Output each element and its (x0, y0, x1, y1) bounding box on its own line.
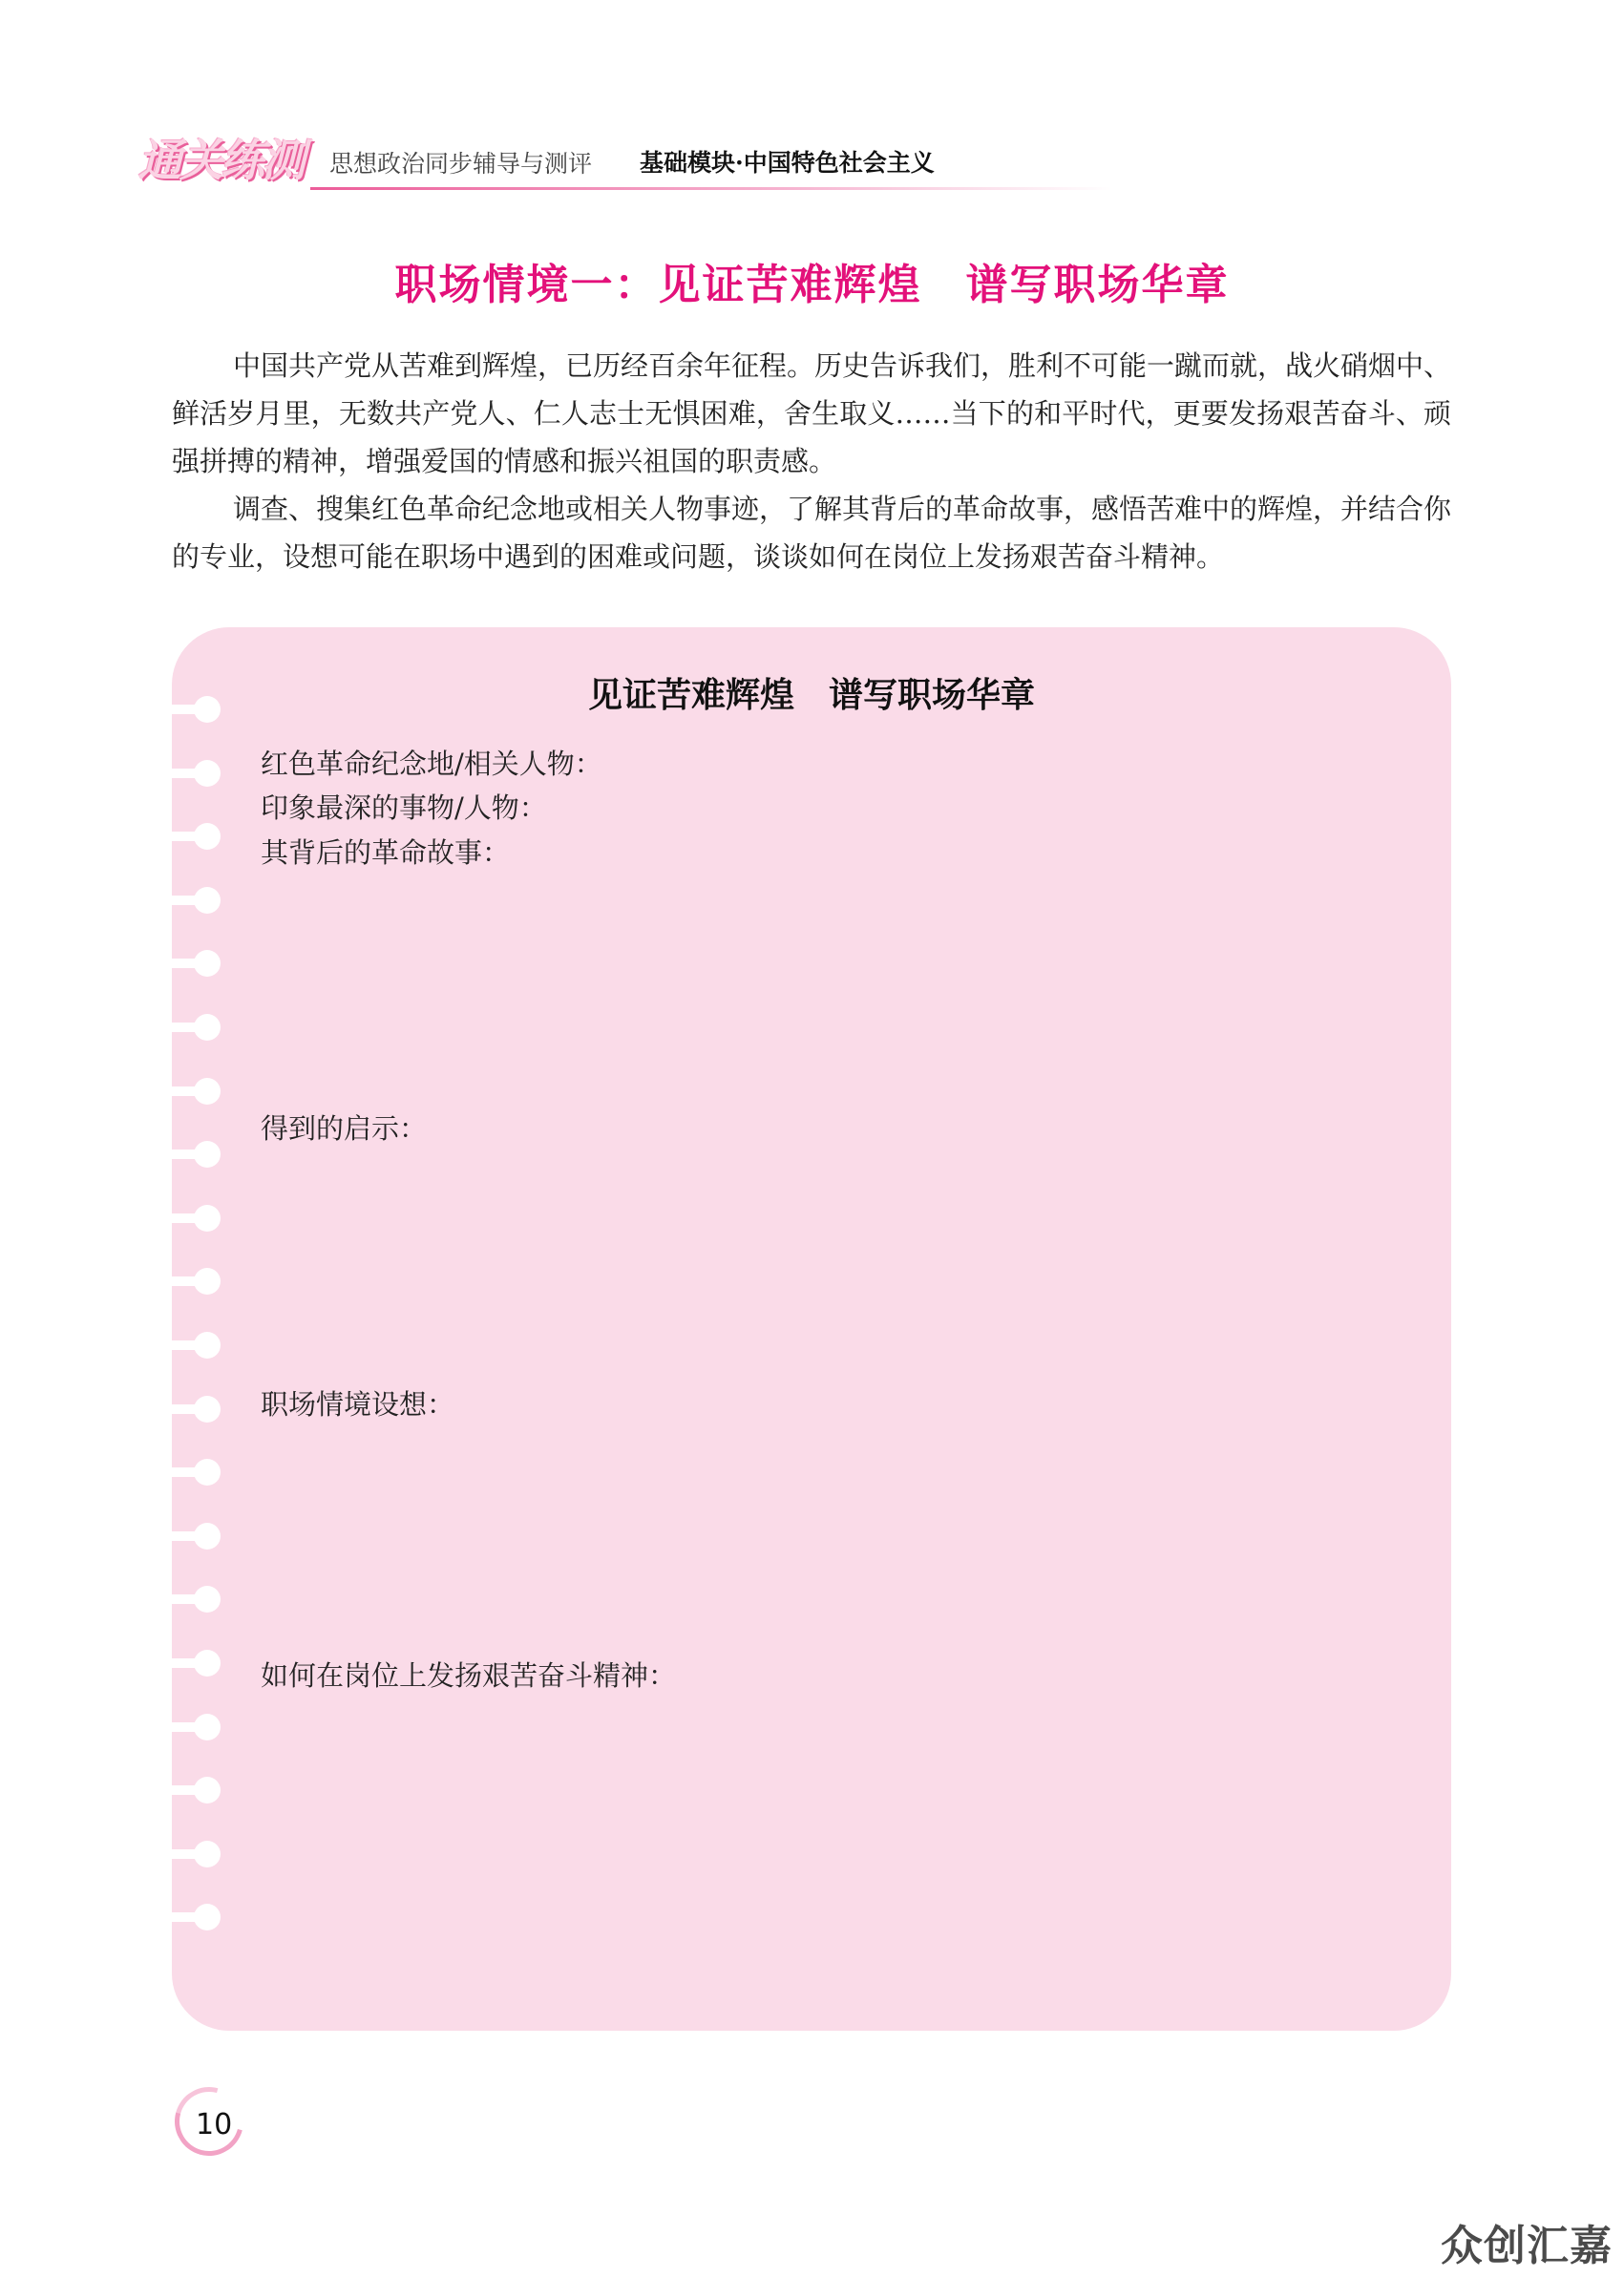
binding-ring (167, 1522, 228, 1550)
worksheet-title: 见证苦难辉煌 谱写职场华章 (587, 675, 1035, 715)
binding-ring (167, 1840, 228, 1868)
field-scenario-label: 职场情境设想： (261, 1388, 455, 1421)
binding-ring (167, 1776, 228, 1804)
binding-ring (167, 1013, 228, 1042)
binding-ring (167, 1395, 228, 1424)
intro-paragraph-1: 中国共产党从苦难到辉煌，已历经百余年征程。历史告诉我们，胜利不可能一蹴而就，战火硝烟中、鲜活岁月里，无数共产党人、仁人志士无惧困难，舍生取义……当下的和平时代，更要发扬艰苦奋斗、顽强拼搏的精神，增强爱国的情感和振兴祖国的职责感。 (172, 349, 1452, 477)
binding-ring (167, 759, 228, 788)
binding-ring (167, 1331, 228, 1360)
binding-ring (167, 949, 228, 978)
field-inspiration-label: 得到的启示： (261, 1112, 428, 1145)
watermark: 众创汇嘉 (1441, 2222, 1613, 2270)
binding-ring (167, 1204, 228, 1233)
binding-ring (167, 1713, 228, 1741)
binding-ring (167, 1267, 228, 1296)
binding-ring (167, 1649, 228, 1677)
page-header (138, 132, 979, 191)
binding-ring (167, 1140, 228, 1169)
module-title: 基础模块·中国特色社会主义 (640, 149, 935, 177)
field-story-label: 其背后的革命故事： (261, 836, 511, 869)
field-spirit-label: 如何在岗位上发扬艰苦奋斗精神： (261, 1659, 677, 1692)
binding-ring (167, 1458, 228, 1487)
binding-ring (167, 1585, 228, 1614)
header-divider (310, 187, 1112, 190)
binding-ring (167, 822, 228, 851)
binding-ring (167, 886, 228, 915)
page-number: 10 (196, 2108, 233, 2141)
book-series-title: 思想政治同步辅导与测评 (329, 150, 593, 178)
field-site-label: 红色革命纪念地/相关人物： (261, 748, 602, 780)
binding-ring (167, 1903, 228, 1931)
intro-text (172, 342, 1451, 580)
brand-logo: 通关练测 (138, 135, 303, 186)
intro-paragraph-2: 调查、搜集红色革命纪念地或相关人物事迹，了解其背后的革命故事，感悟苦难中的辉煌，并结合你的专业，设想可能在职场中遇到的困难或问题，谈谈如何在岗位上发扬艰苦奋斗精神。 (172, 493, 1452, 573)
binding-ring (167, 1077, 228, 1106)
page-title: 职场情境一：见证苦难辉煌 谱写职场华章 (394, 261, 1230, 309)
field-impression-label: 印象最深的事物/人物： (261, 791, 547, 824)
